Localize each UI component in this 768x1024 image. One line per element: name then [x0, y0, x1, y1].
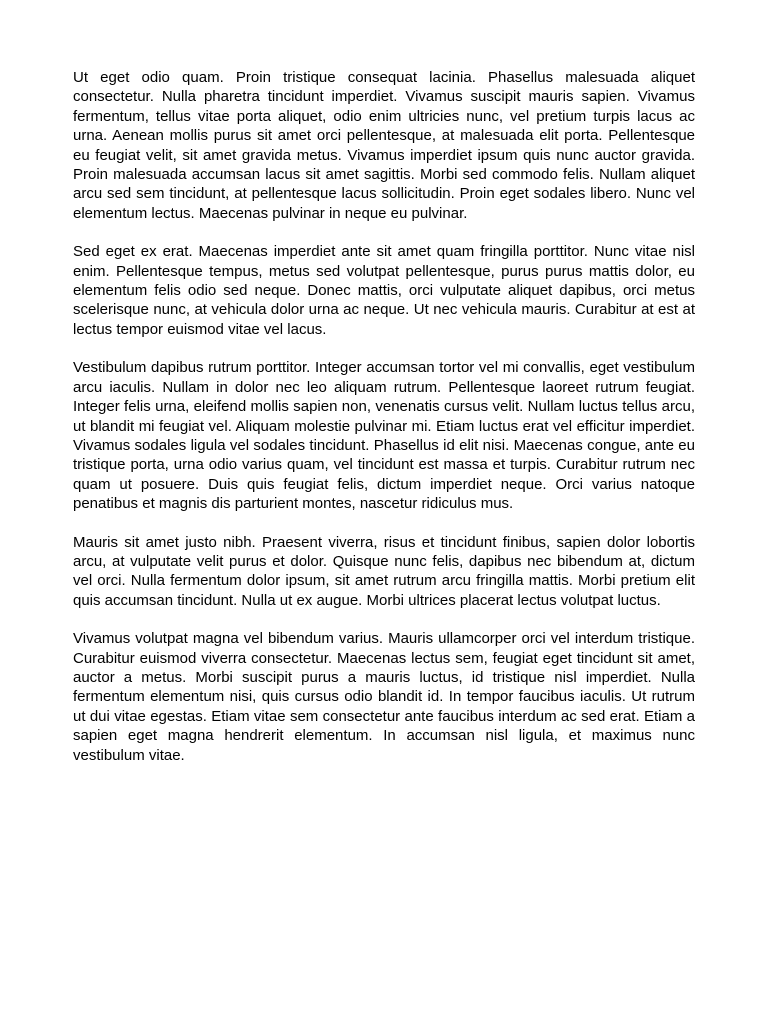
paragraph-1: Ut eget odio quam. Proin tristique consequat lacinia. Phasellus malesuada aliquet consectetur. Nulla pharetra tincidunt imperdiet. Vivamus suscipit mauris sapien. Vivamus fermentum, tellus vitae porta aliquet, odio enim ultricies nunc, vel pretium turpis lacus ac urna. Aenean mollis purus sit amet orci pellentesque, at malesuada elit porta. Pellentesque eu feugiat velit, sit amet gravida metus. Vivamus imperdiet ipsum quis nunc auctor gravida. Proin malesuada accumsan lacus sit amet sagittis. Morbi sed commodo felis. Nullam aliquet arcu sed sem tincidunt, at pellentesque lacus sollicitudin. Proin eget sodales libero. Nunc vel elementum lectus. Maecenas pulvinar in neque eu pulvinar.: [73, 69, 695, 222]
paragraph-4: Mauris sit amet justo nibh. Praesent viverra, risus et tincidunt finibus, sapien dolor lobortis arcu, at vulputate velit purus et dolor. Quisque nunc felis, dapibus nec bibendum at, dictum vel orci. Nulla fermentum dolor ipsum, sit amet rutrum arcu fringilla mattis. Morbi pretium elit quis accumsan tincidunt. Nulla ut ex augue. Morbi ultrices placerat lectus volutpat luctus.: [73, 533, 695, 609]
paragraph-2: Sed eget ex erat. Maecenas imperdiet ante sit amet quam fringilla porttitor. Nunc vitae nisl enim. Pellentesque tempus, metus sed volutpat pellentesque, purus purus mattis dolor, eu elementum felis odio sed neque. Donec mattis, orci vulputate aliquet dapibus, orci metus scelerisque nunc, at vehicula dolor urna ac neque. Ut nec vehicula mauris. Curabitur at est at lectus tempor euismod vitae vel lacus.: [73, 243, 695, 338]
paragraph-3: Vestibulum dapibus rutrum porttitor. Integer accumsan tortor vel mi convallis, eget vestibulum arcu iaculis. Nullam in dolor nec leo aliquam rutrum. Pellentesque laoreet rutrum feugiat. Integer felis urna, eleifend mollis sapien non, venenatis cursus velit. Nullam luctus tellus arcu, ut blandit mi feugiat vel. Aliquam molestie pulvinar mi. Etiam luctus erat vel efficitur imperdiet. Vivamus sodales ligula vel sodales tincidunt. Phasellus id elit nisi. Maecenas congue, ante eu tristique porta, urna odio varius quam, vel tincidunt est massa et turpis. Curabitur rutrum nec quam ut posuere. Duis quis feugiat felis, dictum imperdiet neque. Orci varius natoque penatibus et magnis dis parturient montes, nascetur ridiculus mus.: [73, 359, 695, 513]
paragraph-5: Vivamus volutpat magna vel bibendum varius. Mauris ullamcorper orci vel interdum tristique. Curabitur euismod viverra consectetur. Maecenas lectus sem, feugiat eget tincidunt sit amet, auctor a metus. Morbi suscipit purus a mauris luctus, id tristique nisl imperdiet. Nulla fermentum elementum nisi, quis cursus odio blandit id. In tempor faucibus iaculis. Ut rutrum ut dui vitae egestas. Etiam vitae sem consectetur ante faucibus interdum ac sed erat. Etiam a sapien eget magna hendrerit elementum. In accumsan nisl ligula, et maximus nunc vestibulum vitae.: [73, 630, 695, 764]
document-body: [73, 68, 695, 784]
